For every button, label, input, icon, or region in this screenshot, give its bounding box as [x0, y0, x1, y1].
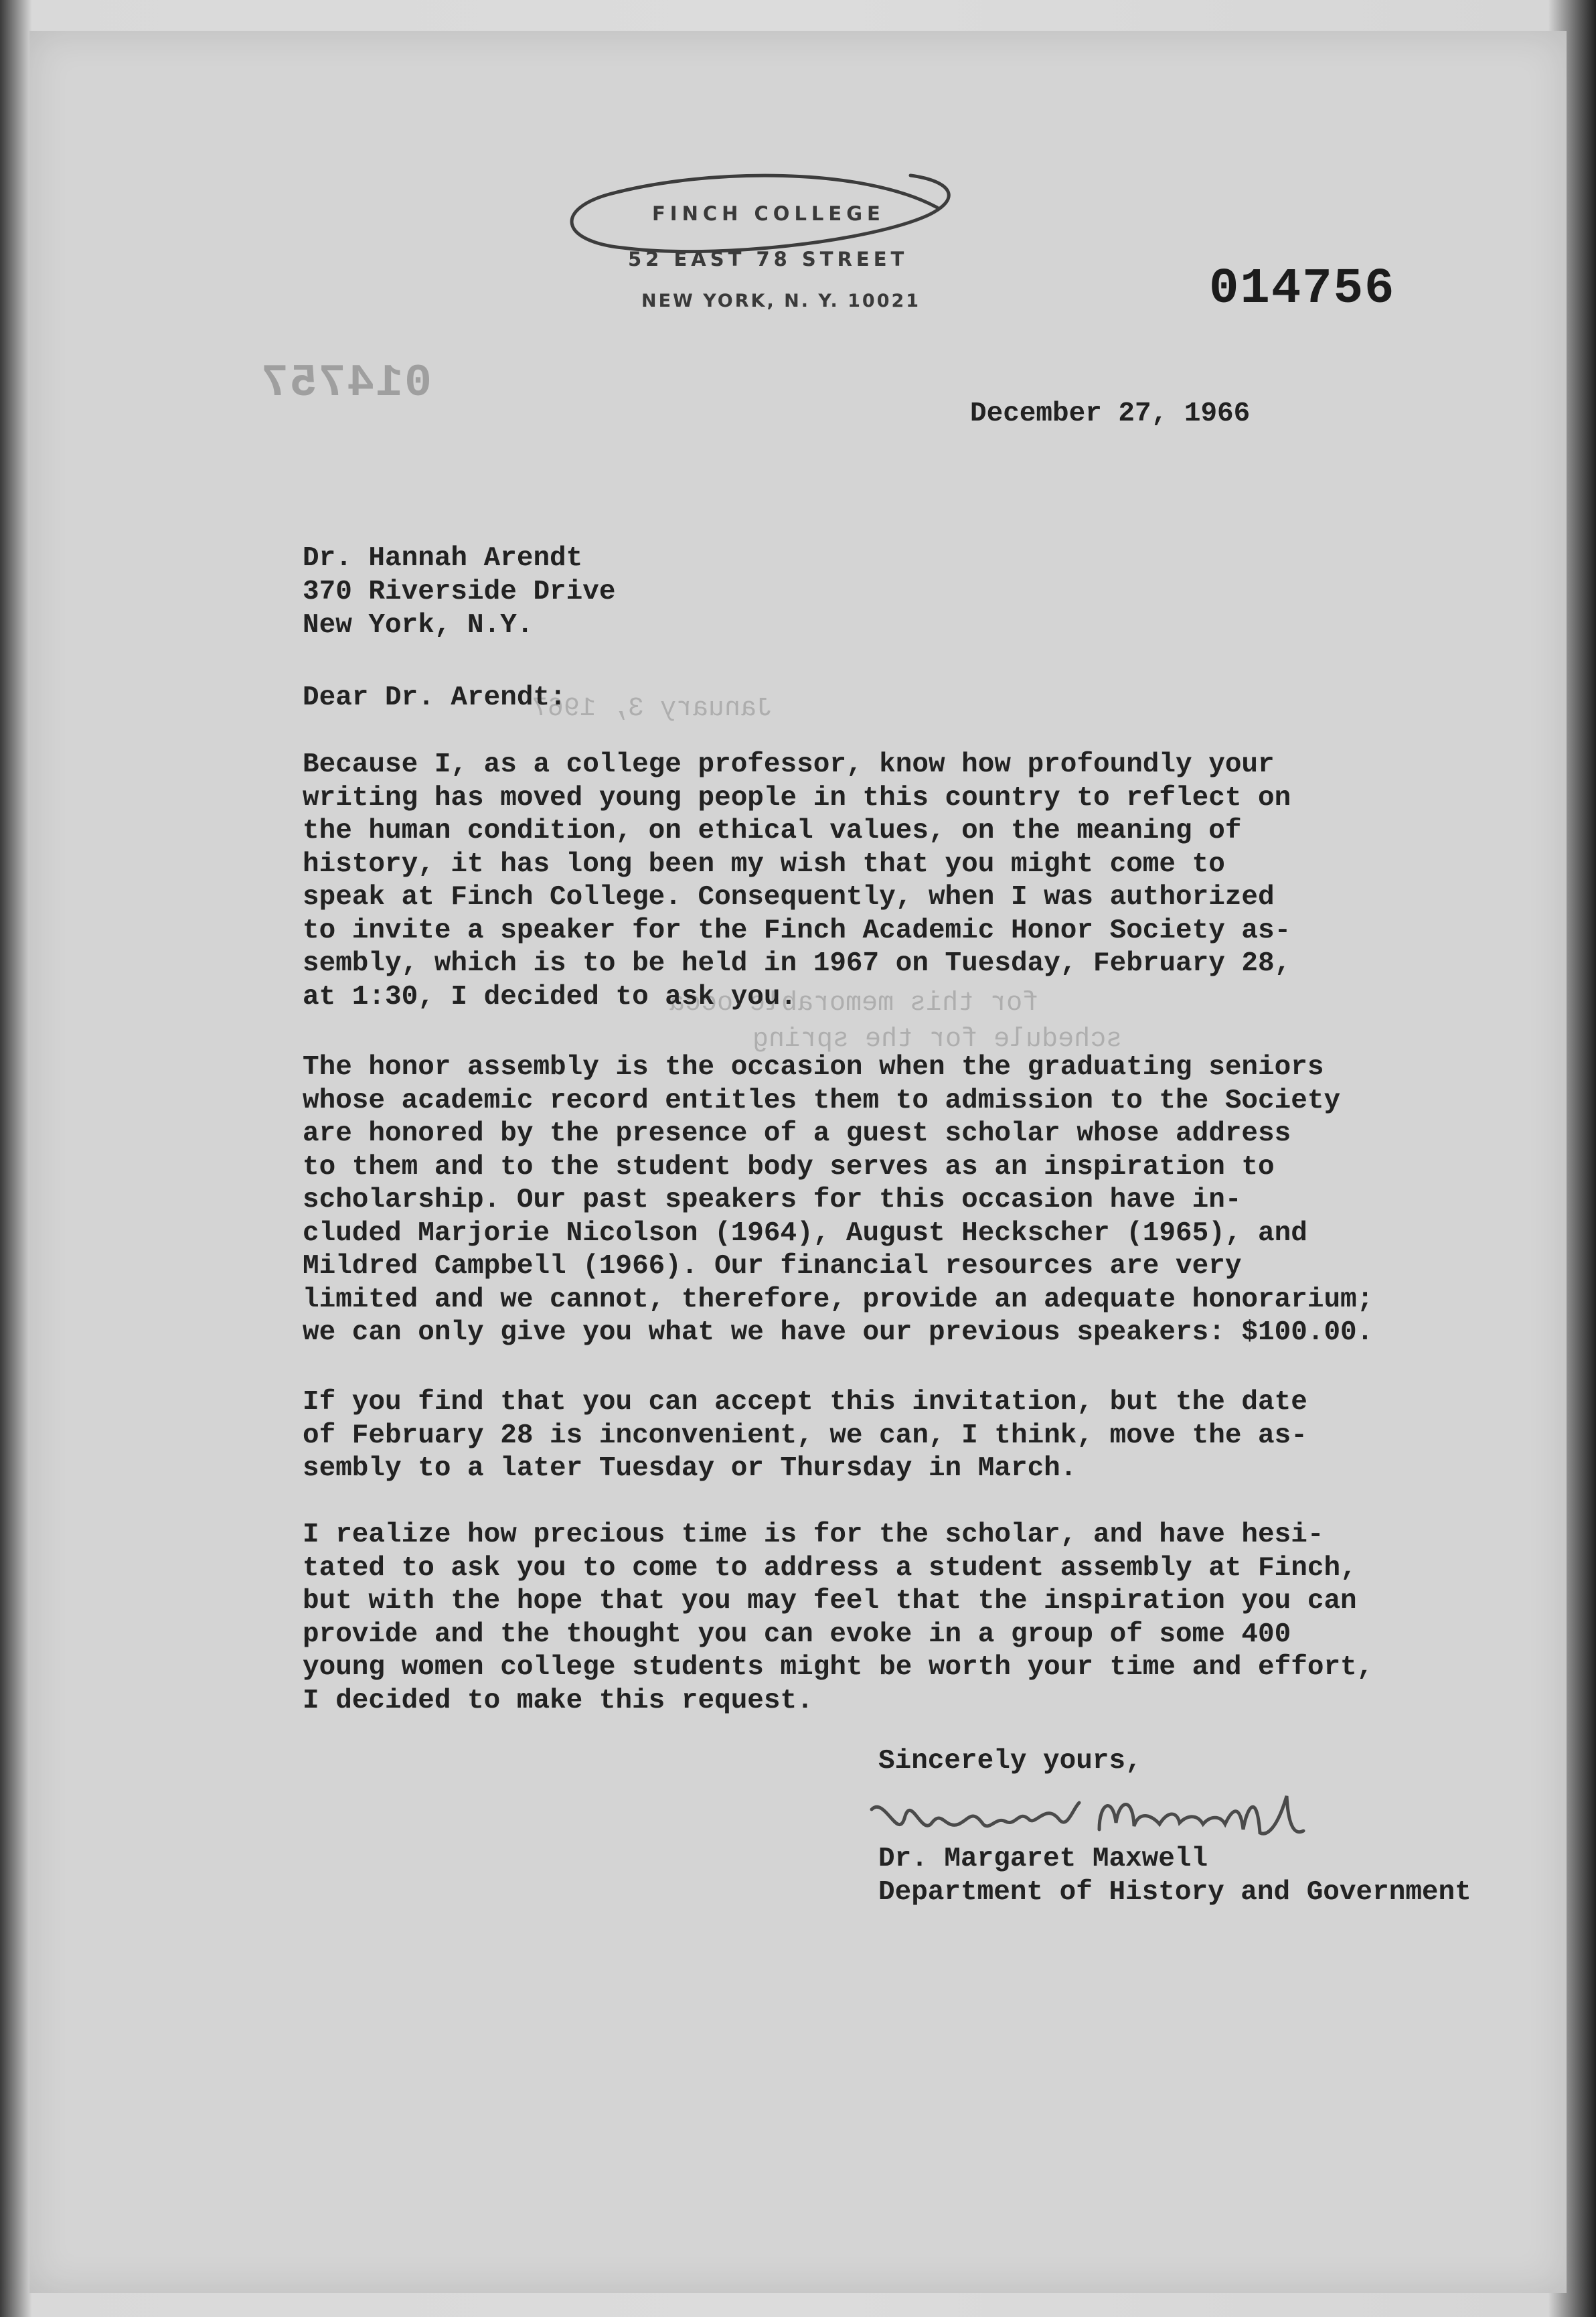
letterhead-institution: FINCH COLLEGE: [652, 202, 885, 225]
signer-name: Dr. Margaret Maxwell: [878, 1844, 1208, 1874]
bleed-through-line-3: schedule for the spring: [752, 1025, 1123, 1055]
recipient-street: 370 Riverside Drive: [303, 577, 616, 607]
document-number-stamp: 014756: [1209, 261, 1396, 317]
ghost-document-number: 014757: [260, 358, 432, 409]
bleed-through-line-1: January 3, 1967: [532, 694, 773, 724]
recipient-name: Dr. Hannah Arendt: [303, 543, 583, 574]
signer-department: Department of History and Government: [878, 1877, 1471, 1908]
closing: Sincerely yours,: [878, 1746, 1142, 1777]
body-paragraph-4: I realize how precious time is for the scholar, and have hesi- tated to ask you to come to address a student assembly at Finch, but with the hope that you may feel that the inspiration you can provide and the thought you can evoke in a group of some 400 young women college students might be worth your time and effort, I decided to make this request.: [303, 1519, 1374, 1716]
body-paragraph-1: Because I, as a college professor, know how profoundly your writing has moved young people in this country to reflect on the human condition, on ethical values, on the meaning of history, it has long been my wish that you might come to speak at Finch College. Consequently, when I was authorized to invite a speaker for the Finch Academic Honor Society as- sembly, which is to be held in 1967 on Tuesday, February 28, at 1:30, I decided to ask you.: [303, 749, 1291, 1013]
letterhead-city: NEW YORK, N. Y. 10021: [641, 291, 921, 311]
body-paragraph-2: The honor assembly is the occasion when the graduating seniors whose academic record entitles them to admission to the Society are honored by the presence of a guest scholar whose address to them and to the student body serves as an inspiration to scholarship. Our past speakers for this occasion have in- cluded Marjorie Nicolson (1964), August Heckscher (1965), and Mildred Campbell (1966). Our financial resources are very limited and we cannot, therefore, provide an adequate honorarium; we can only give you what we have our previous speakers: $100.00.: [303, 1052, 1374, 1348]
body-paragraph-3: If you find that you can accept this invitation, but the date of February 28 is inconvenient, we can, I think, move the as- sembly to a later Tuesday or Thursday in March.: [303, 1387, 1307, 1484]
bleed-through-line-2: for this memorable occa: [669, 988, 1039, 1019]
salutation: Dear Dr. Arendt:: [303, 682, 566, 713]
letterhead-street: 52 EAST 78 STREET: [628, 248, 908, 271]
recipient-city: New York, N.Y.: [303, 610, 534, 641]
letter-date: December 27, 1966: [970, 398, 1251, 429]
